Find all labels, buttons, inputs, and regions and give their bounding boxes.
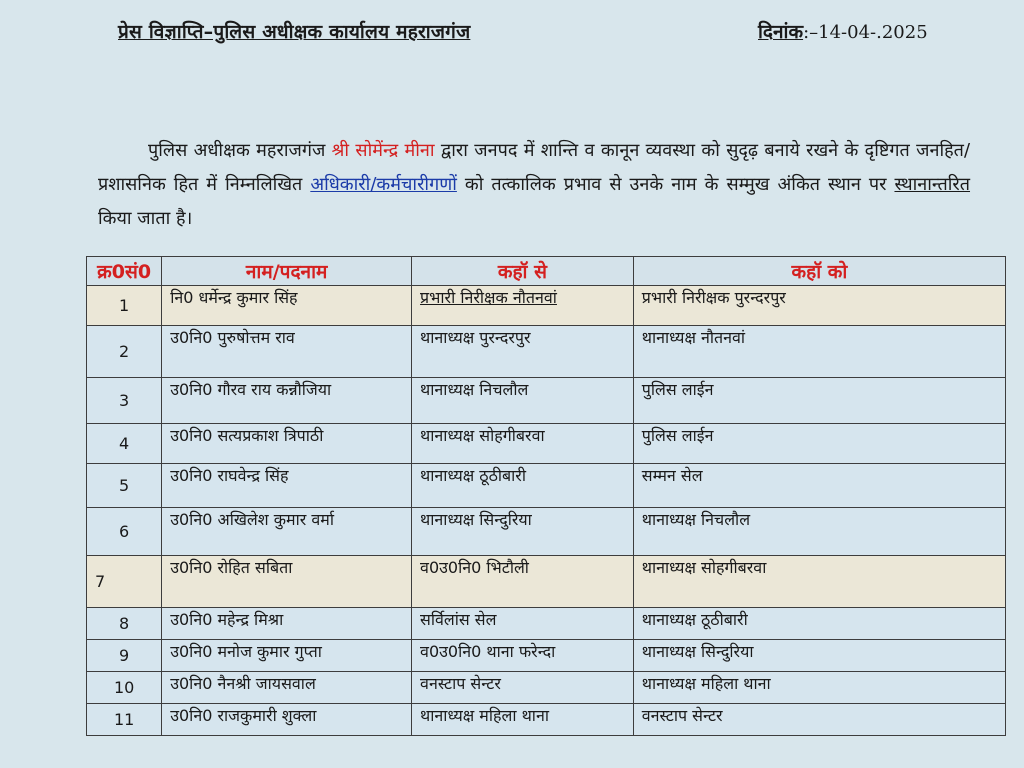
cell-serial: 2 [87, 326, 162, 378]
date-value: :–14-04-.2025 [803, 22, 928, 43]
table-row [87, 424, 1006, 464]
cell-to: वनस्टाप सेन्टर [633, 704, 1005, 736]
cell-to: पुलिस लाईन [633, 378, 1005, 424]
transfer-word: स्थानान्तरित [894, 174, 971, 195]
cell-to: थानाध्यक्ष नौतनवां [633, 326, 1005, 378]
cell-name: उ0नि0 गौरव राय कन्नौजिया [162, 378, 412, 424]
cell-to: थानाध्यक्ष सोहगीबरवा [633, 556, 1005, 608]
table-row [87, 672, 1006, 704]
cell-from: व0उ0नि0 भिटौली [412, 556, 634, 608]
cell-serial: 9 [87, 640, 162, 672]
cell-to: थानाध्यक्ष निचलौल [633, 508, 1005, 556]
header-serial: क्र0सं0 [87, 257, 162, 286]
cell-name: उ0नि0 अखिलेश कुमार वर्मा [162, 508, 412, 556]
paragraph-part-4: किया जाता है। [98, 208, 193, 229]
cell-name: उ0नि0 सत्यप्रकाश त्रिपाठी [162, 424, 412, 464]
header-to: कहॉ को [633, 257, 1005, 286]
cell-from: व0उ0नि0 थाना फरेन्दा [412, 640, 634, 672]
transfer-table [86, 256, 1006, 736]
cell-name: उ0नि0 राघवेन्द्र सिंह [162, 464, 412, 508]
cell-name: उ0नि0 नैनश्री जायसवाल [162, 672, 412, 704]
cell-from-text: प्रभारी निरीक्षक नौतनवां [420, 288, 557, 307]
table-row [87, 556, 1006, 608]
cell-serial: 7 [87, 556, 162, 608]
cell-serial: 5 [87, 464, 162, 508]
cell-to: सम्मन सेल [633, 464, 1005, 508]
cell-from: थानाध्यक्ष महिला थाना [412, 704, 634, 736]
cell-name: उ0नि0 रोहित सबिता [162, 556, 412, 608]
cell-serial: 8 [87, 608, 162, 640]
cell-name: उ0नि0 महेन्द्र मिश्रा [162, 608, 412, 640]
cell-from: थानाध्यक्ष निचलौल [412, 378, 634, 424]
body-paragraph [98, 134, 970, 236]
cell-name: उ0नि0 मनोज कुमार गुप्ता [162, 640, 412, 672]
table-row [87, 326, 1006, 378]
cell-serial: 6 [87, 508, 162, 556]
officer-name: श्री सोमेंन्द्र मीना [331, 140, 435, 161]
cell-from: थानाध्यक्ष सिन्दुरिया [412, 508, 634, 556]
header-from: कहॉ से [412, 257, 634, 286]
header-name: नाम/पदनाम [162, 257, 412, 286]
press-release-title: प्रेस विज्ञाप्ति–पुलिस अधीक्षक कार्यालय महराजगंज [118, 21, 471, 43]
cell-serial: 3 [87, 378, 162, 424]
date-label: दिनांक [758, 21, 804, 43]
cell-from: थानाध्यक्ष पुरन्दरपुर [412, 326, 634, 378]
table-row [87, 378, 1006, 424]
paragraph-part-3: को तत्कालिक प्रभाव से उनके नाम के सम्मुख अंकित स्थान पर [456, 174, 895, 195]
cell-name: नि0 धर्मेन्द्र कुमार सिंह [162, 286, 412, 326]
cell-name: उ0नि0 राजकुमारी शुक्ला [162, 704, 412, 736]
cell-from: थानाध्यक्ष सोहगीबरवा [412, 424, 634, 464]
cell-name: उ0नि0 पुरुषोत्तम राव [162, 326, 412, 378]
table-row [87, 704, 1006, 736]
cell-to: थानाध्यक्ष सिन्दुरिया [633, 640, 1005, 672]
table-row [87, 286, 1006, 326]
cell-serial: 11 [87, 704, 162, 736]
cell-to: थानाध्यक्ष महिला थाना [633, 672, 1005, 704]
officers-word: अधिकारी/कर्मचारीगणों [310, 174, 457, 195]
document-header [0, 18, 1024, 52]
cell-serial: 4 [87, 424, 162, 464]
cell-from: वनस्टाप सेन्टर [412, 672, 634, 704]
cell-to: थानाध्यक्ष ठूठीबारी [633, 608, 1005, 640]
table-row [87, 608, 1006, 640]
cell-serial: 1 [87, 286, 162, 326]
table-row [87, 464, 1006, 508]
cell-to: प्रभारी निरीक्षक पुरन्दरपुर [633, 286, 1005, 326]
cell-from [412, 286, 634, 326]
paragraph-part-1: पुलिस अधीक्षक महराजगंज [148, 140, 332, 161]
cell-from: थानाध्यक्ष ठूठीबारी [412, 464, 634, 508]
cell-serial: 10 [87, 672, 162, 704]
table-row [87, 640, 1006, 672]
cell-to: पुलिस लाईन [633, 424, 1005, 464]
paragraph-part-2: द्वारा जनपद में शान्ति व कानून व्यवस्था को सुदृढ़ बनाये रखने के दृष्टिगत जनहित/प्रशासनिक हित में निम्नलिखित [98, 140, 971, 195]
table-row [87, 508, 1006, 556]
cell-from: सर्विलांस सेल [412, 608, 634, 640]
date-line [758, 18, 928, 44]
table-header-row [87, 257, 1006, 286]
